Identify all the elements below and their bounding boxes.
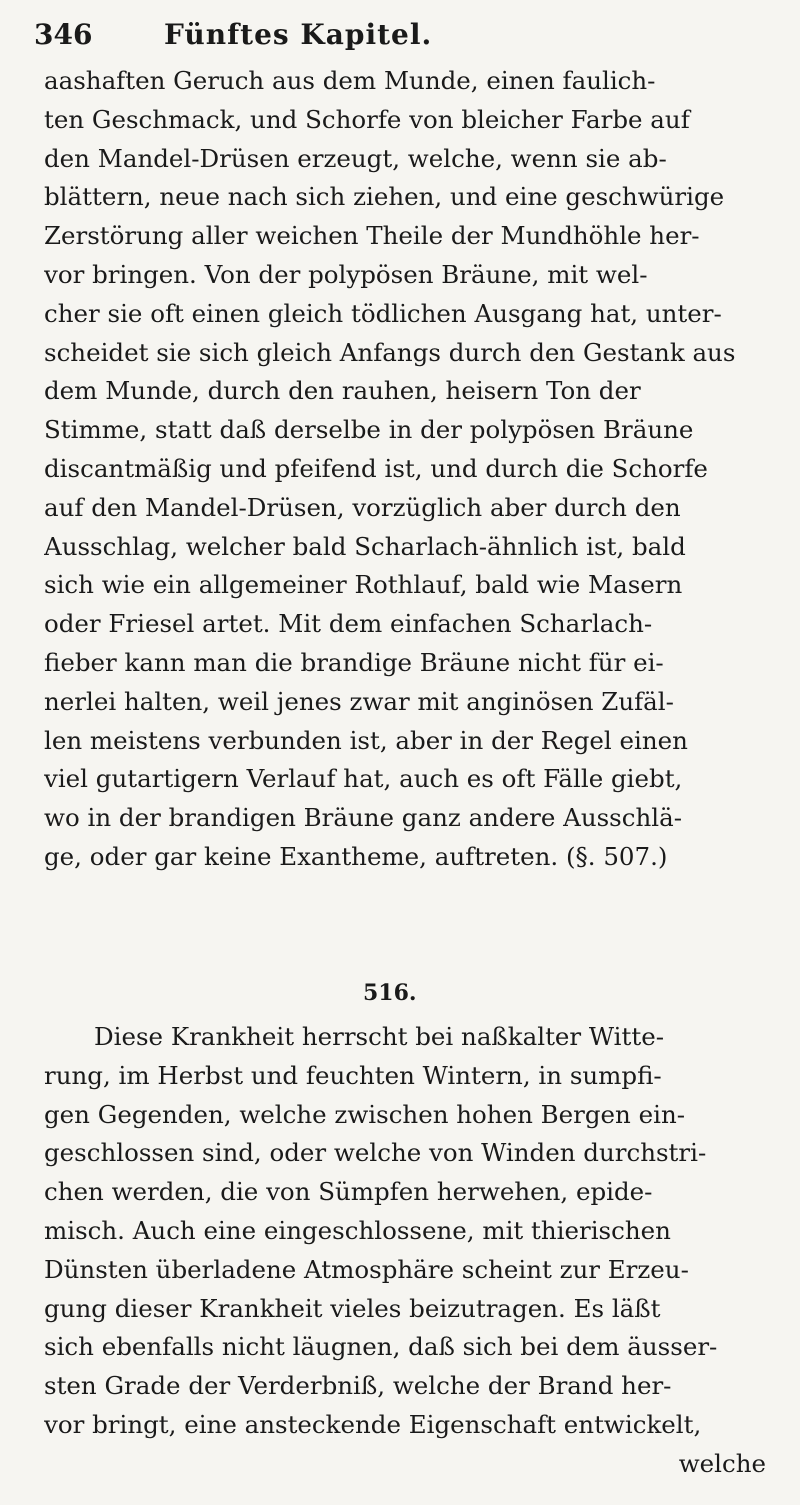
running-head: [34, 14, 774, 54]
text-line: den Mandel-Drüsen erzeugt, welche, wenn sie ab-: [44, 143, 667, 173]
paragraph-2: [44, 1018, 766, 1484]
paragraph-1: [44, 62, 766, 877]
text-line: fieber kann man die brandige Bräune nicht für ei-: [44, 647, 664, 677]
text-line: oder Friesel artet. Mit dem einfachen Scharlach-: [44, 609, 653, 639]
text-line: sich ebenfalls nicht läugnen, daß sich bei dem äusser-: [44, 1332, 718, 1362]
text-line: gung dieser Krankheit vieles beizutragen. Es läßt: [44, 1293, 661, 1323]
text-line: wo in der brandigen Bräune ganz andere Ausschlä-: [44, 803, 682, 833]
text-line: aashaften Geruch aus dem Munde, einen faulich-: [44, 66, 656, 95]
text-line: misch. Auch eine eingeschlossene, mit thierischen: [44, 1215, 671, 1245]
text-line: chen werden, die von Sümpfen herwehen, epide-: [44, 1177, 653, 1207]
text-line: geschlossen sind, oder welche von Winden durchstri-: [44, 1138, 707, 1168]
chapter-title: Fünftes Kapitel.: [164, 18, 433, 51]
section-number: 516.: [363, 980, 417, 1006]
text-line: Zerstörung aller weichen Theile der Mundhöhle her-: [44, 221, 700, 251]
text-line: rung, im Herbst und feuchten Wintern, in sumpfi-: [44, 1060, 662, 1090]
text-line: sten Grade der Verderbniß, welche der Brand her-: [44, 1371, 672, 1401]
text-line: ten Geschmack, und Schorfe von bleicher Farbe auf: [44, 104, 690, 134]
catchword: welche: [678, 1448, 766, 1478]
text-line: vor bringt, eine ansteckende Eigenschaft entwickelt,: [44, 1409, 702, 1439]
text-line: len meistens verbunden ist, aber in der Regel einen: [44, 725, 688, 755]
text-line: discantmäßig und pfeifend ist, und durch die Schorfe: [44, 453, 708, 483]
text-line: ge, oder gar keine Exantheme, auftreten. (§. 507.): [44, 841, 668, 871]
text-line: scheidet sie sich gleich Anfangs durch den Gestank aus: [44, 337, 736, 367]
text-line: auf den Mandel-Drüsen, vorzüglich aber durch den: [44, 492, 681, 522]
text-line: Diese Krankheit herrscht bei naßkalter Witte-: [94, 1022, 664, 1051]
text-line: sich wie ein allgemeiner Rothlauf, bald wie Masern: [44, 570, 683, 600]
text-line: cher sie oft einen gleich tödlichen Ausgang hat, unter-: [44, 298, 722, 328]
text-line: Ausschlag, welcher bald Scharlach-ähnlich ist, bald: [44, 531, 686, 561]
text-line: nerlei halten, weil jenes zwar mit anginösen Zufäl-: [44, 686, 674, 716]
text-line: blättern, neue nach sich ziehen, und eine geschwürige: [44, 182, 725, 212]
text-line: Dünsten überladene Atmosphäre scheint zur Erzeu-: [44, 1254, 689, 1284]
text-line: Stimme, statt daß derselbe in der polypösen Bräune: [44, 415, 694, 445]
text-line: vor bringen. Von der polypösen Bräune, mit wel-: [44, 259, 648, 289]
text-line: gen Gegenden, welche zwischen hohen Bergen ein-: [44, 1099, 685, 1129]
text-line: viel gutartigern Verlauf hat, auch es oft Fälle giebt,: [44, 764, 683, 794]
text-line: dem Munde, durch den rauhen, heisern Ton der: [44, 376, 641, 406]
page-number: 346: [34, 18, 93, 51]
